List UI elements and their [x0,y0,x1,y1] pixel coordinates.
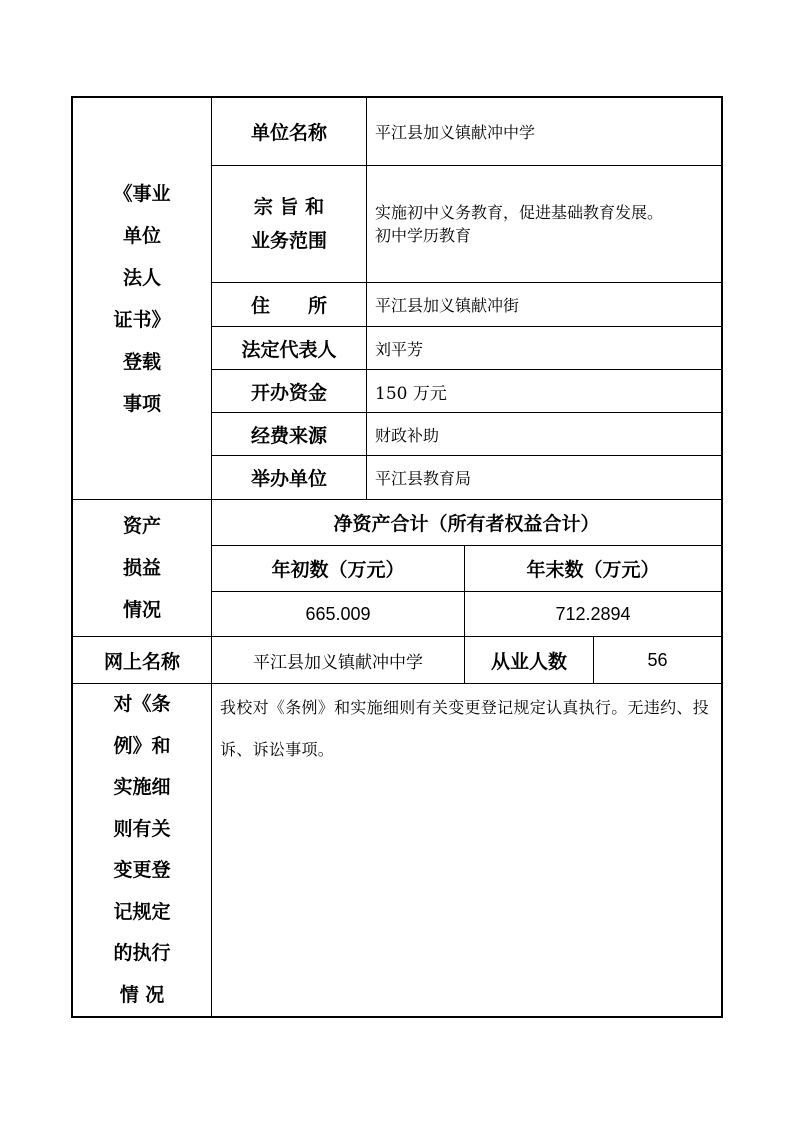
section-title-line: 对《条 [113,693,171,715]
capital-value: 150 万元 [375,383,447,404]
assets-section-title [73,500,211,636]
section-title-line: 变更登 [113,859,171,881]
legal-rep-value: 刘平芳 [375,339,424,359]
capital-label: 开办资金 [250,381,327,404]
purpose-label [212,166,366,282]
sponsor-value: 平江县教育局 [375,469,472,488]
section-title-line: 法人 [122,266,161,289]
section-title-line: 损益 [122,557,161,579]
address-value: 平江县加义镇献冲街 [375,296,520,315]
section-title-line: 资产 [122,515,161,537]
section-title-line: 实施细 [113,776,171,798]
online-name-value: 平江县加义镇献冲中学 [253,652,423,673]
online-name-label: 网上名称 [103,650,180,673]
section-title-line: 例》和 [113,734,171,757]
section-title-line: 情况 [122,599,161,621]
section-title-line: 情 况 [119,983,165,1006]
purpose-value [367,166,721,282]
compliance-text: 我校对《条例》和实施细则有关变更登记规定认真执行。无违约、投诉、诉讼事项。 [220,698,710,759]
funding-value: 财政补助 [375,425,440,445]
address-label: 住 所 [250,295,327,317]
section-title-line: 记规定 [113,900,171,923]
legal-rep-label: 法定代表人 [241,338,337,361]
section-title-line: 证书》 [113,308,171,331]
section-title-line: 则有关 [113,817,171,840]
unit-name-label: 单位名称 [250,122,327,144]
unit-name-value: 平江县加义镇献冲中学 [375,123,536,142]
funding-label: 经费来源 [250,424,327,447]
begin-year-label: 年初数（万元） [271,559,405,581]
sponsor-label: 举办单位 [250,468,327,490]
section-title-line: 的执行 [113,942,171,964]
begin-year-value: 665.009 [305,603,371,624]
section-title-line: 登载 [122,350,161,373]
section-title-line: 事项 [122,392,161,415]
staff-count-label: 从业人数 [490,650,567,673]
compliance-section-title [73,684,211,1016]
section-title-line: 《事业 [113,182,171,205]
section-title-line: 单位 [122,224,161,247]
registration-section-title [73,98,211,499]
end-year-label: 年末数（万元） [526,559,660,581]
purpose-value-line: 初中学历教育 [375,226,472,245]
net-assets-header: 净资产合计（所有者权益合计） [333,513,600,535]
purpose-label-line: 业务范围 [250,230,327,252]
staff-count-value: 56 [647,649,668,670]
end-year-value: 712.2894 [555,603,631,624]
purpose-value-line: 实施初中义务教育，促进基础教育发展。 [375,203,664,222]
purpose-label-line: 宗 旨 和 [253,196,325,218]
